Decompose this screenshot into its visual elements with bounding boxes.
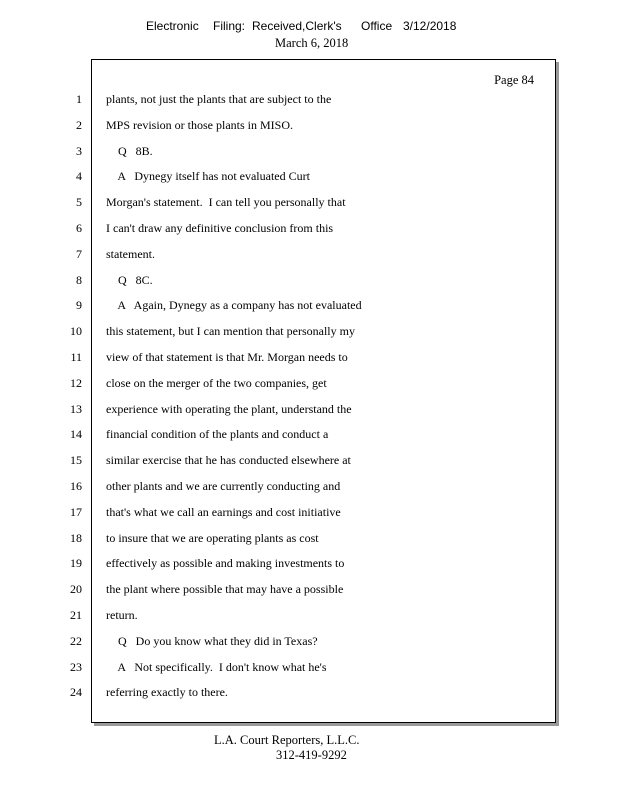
transcript-line: A Dynegy itself has not evaluated Curt — [106, 169, 310, 184]
line-number: 23 — [70, 659, 82, 674]
line-number: 19 — [70, 556, 82, 571]
line-number: 22 — [70, 633, 82, 648]
transcript-text — [106, 87, 546, 706]
office-label: Office — [361, 19, 393, 33]
page-number: Page 84 — [494, 73, 534, 87]
filing-word: Filing: — [213, 19, 246, 33]
line-number: 5 — [76, 195, 82, 210]
transcript-line: Q 8C. — [106, 272, 153, 287]
transcript-line: I can't draw any definitive conclusion from this — [106, 220, 334, 235]
transcript-line: A Again, Dynegy as a company has not evaluated — [106, 298, 362, 313]
line-number: 20 — [70, 582, 82, 597]
transcript-line: close on the merger of the two companies, get — [106, 375, 327, 390]
line-number: 13 — [70, 401, 82, 416]
line-number: 10 — [70, 324, 82, 339]
transcript-line: Q Do you know what they did in Texas? — [106, 633, 318, 648]
line-number: 8 — [76, 272, 82, 287]
line-number: 16 — [70, 478, 82, 493]
transcript-date: March 6, 2018 — [275, 36, 349, 50]
line-number: 18 — [70, 530, 82, 545]
transcript-line: financial condition of the plants and conduct a — [106, 427, 329, 442]
reporter-phone: 312-419-9292 — [276, 748, 347, 762]
filed-date: 3/12/2018 — [403, 19, 457, 33]
line-number: 24 — [70, 685, 82, 700]
line-number: 2 — [76, 117, 82, 132]
line-number: 11 — [70, 349, 82, 364]
transcript-line: MPS revision or those plants in MISO. — [106, 117, 294, 132]
reporter-company: L.A. Court Reporters, L.L.C. — [214, 733, 360, 747]
transcript-line: referring exactly to there. — [106, 685, 228, 700]
transcript-line: other plants and we are currently conducting and — [106, 478, 341, 493]
line-number: 6 — [76, 220, 82, 235]
filing-label: Electronic — [146, 19, 199, 33]
transcript-line: A Not specifically. I don't know what he's — [106, 659, 327, 674]
line-number: 21 — [70, 607, 82, 622]
transcript-line: effectively as possible and making investments to — [106, 556, 345, 571]
transcript-line: plants, not just the plants that are subject to the — [106, 92, 332, 106]
line-number: 12 — [70, 375, 82, 390]
transcript-line: return. — [106, 607, 138, 622]
line-number: 4 — [76, 169, 82, 184]
transcript-line: similar exercise that he has conducted elsewhere at — [106, 453, 351, 468]
transcript-line: this statement, but I can mention that personally my — [106, 324, 355, 339]
line-numbers — [52, 87, 82, 706]
transcript-line: Q 8B. — [106, 143, 153, 158]
transcript-line: experience with operating the plant, understand the — [106, 401, 352, 416]
line-number: 9 — [76, 298, 82, 313]
transcript-line: Morgan's statement. I can tell you personally that — [106, 195, 346, 210]
line-number: 1 — [76, 92, 82, 106]
line-number: 17 — [70, 504, 82, 519]
transcript-line: the plant where possible that may have a possible — [106, 582, 344, 597]
line-number: 3 — [76, 143, 82, 158]
transcript-line: to insure that we are operating plants as cost — [106, 530, 319, 545]
line-number: 15 — [70, 453, 82, 468]
transcript-line: view of that statement is that Mr. Morgan needs to — [106, 349, 348, 364]
received-clerk: Received,Clerk's — [252, 19, 342, 33]
line-number: 14 — [70, 427, 82, 442]
transcript-line: statement. — [106, 246, 155, 261]
line-number: 7 — [76, 246, 82, 261]
filing-header — [0, 19, 618, 35]
transcript-line: that's what we call an earnings and cost initiative — [106, 504, 341, 519]
